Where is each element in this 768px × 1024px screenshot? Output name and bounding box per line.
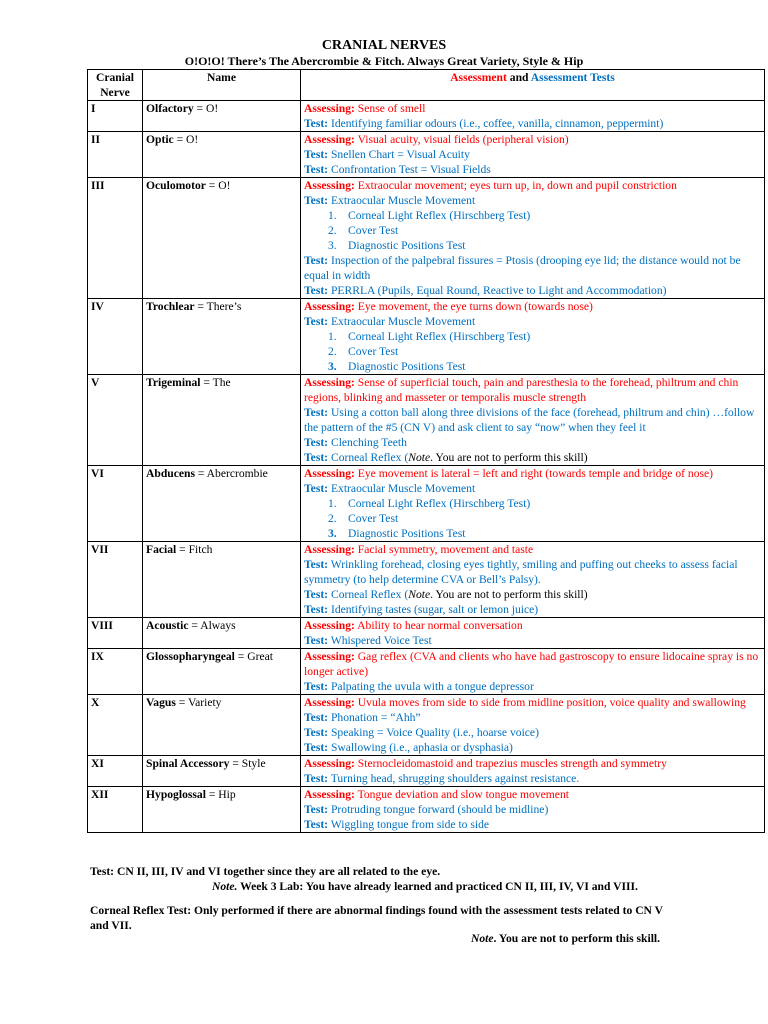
assessing-line <box>304 787 761 802</box>
assessment-cell <box>301 618 765 649</box>
assessing-label: Assessing: <box>304 650 355 663</box>
table-row <box>88 649 765 695</box>
test-label: Test: <box>304 558 329 571</box>
table-header-row <box>88 70 765 101</box>
test-list-item <box>304 208 761 223</box>
test-list-item <box>304 496 761 511</box>
assessing-text: Sense of superficial touch, pain and paresthesia to the forehead, philtrum and chin regions, blinking and masseter or temporalis muscle strength <box>304 376 739 404</box>
nerve-name-cell <box>143 649 301 695</box>
nerve-mnemonic: = Style <box>229 757 266 770</box>
assessment-cell <box>301 375 765 466</box>
assessment-cell <box>301 787 765 833</box>
nerve-name-cell <box>143 542 301 618</box>
test-line <box>304 435 761 450</box>
test-list-item <box>304 238 761 253</box>
test-label: Test: <box>304 482 329 495</box>
test-text: Wiggling tongue from side to side <box>328 818 490 831</box>
cranial-nerve-number: XI <box>88 756 143 787</box>
footer-week3-text: Week 3 Lab: You have already learned and practiced CN II, III, IV, VI and VIII. <box>237 880 638 893</box>
note-text: . You are not to perform this skill) <box>430 451 588 464</box>
test-line <box>304 710 761 725</box>
cranial-nerve-number: V <box>88 375 143 466</box>
test-text: Corneal Reflex ( <box>328 451 409 464</box>
test-label: Test: <box>304 818 329 831</box>
test-label: Test: <box>304 588 329 601</box>
assessment-cell <box>301 649 765 695</box>
assessing-line <box>304 618 761 633</box>
test-list-item <box>304 223 761 238</box>
header-name: Name <box>143 70 301 101</box>
test-line <box>304 147 761 162</box>
footer-eye-tests: Test: CN II, III, IV and VI together since they are all related to the eye. <box>90 865 441 878</box>
cranial-nerve-number: X <box>88 695 143 756</box>
nerve-mnemonic: = O! <box>205 179 231 192</box>
assessing-text: Gag reflex (CVA and clients who have had gastroscopy to ensure lidocaine spray is no longer active) <box>304 650 759 678</box>
test-text: Snellen Chart = Visual Acuity <box>328 148 470 161</box>
assessment-cell <box>301 178 765 299</box>
header-tests-label: Assessment Tests <box>530 71 615 84</box>
test-label: Test: <box>304 194 329 207</box>
test-text: Palpating the uvula with a tongue depressor <box>328 680 534 693</box>
test-text: Wrinkling forehead, closing eyes tightly, smiling and puffing out cheeks to assess facial symmetry (to help determine CVA or Bell’s Palsy). <box>304 558 738 586</box>
nerve-name-cell <box>143 299 301 375</box>
nerve-name: Trochlear <box>146 300 195 313</box>
nerve-mnemonic: = Variety <box>175 696 222 709</box>
test-line <box>304 450 761 465</box>
assessing-label: Assessing: <box>304 300 355 313</box>
assessing-label: Assessing: <box>304 757 355 770</box>
test-line <box>304 633 761 648</box>
test-line <box>304 679 761 694</box>
assessing-line <box>304 178 761 193</box>
assessing-line <box>304 101 761 116</box>
footer-corneal-reflex: Corneal Reflex Test: Only performed if there are abnormal findings found with the assessment tests related to CN V and VII. <box>90 904 663 932</box>
list-item-text: Diagnostic Positions Test <box>348 239 466 252</box>
table-row <box>88 178 765 299</box>
assessing-label: Assessing: <box>304 133 355 146</box>
header-assessment-label: Assessment <box>450 71 507 84</box>
test-label: Test: <box>304 436 329 449</box>
assessing-line <box>304 649 761 679</box>
assessing-line <box>304 756 761 771</box>
nerve-mnemonic: = Hip <box>205 788 236 801</box>
cranial-nerve-number: XII <box>88 787 143 833</box>
test-text: Whispered Voice Test <box>328 634 432 647</box>
test-text: Turning head, shrugging shoulders against resistance. <box>328 772 580 785</box>
test-text: Extraocular Muscle Movement <box>328 482 476 495</box>
test-label: Test: <box>304 711 329 724</box>
assessing-line <box>304 375 761 405</box>
assessment-cell <box>301 542 765 618</box>
nerve-name: Hypoglossal <box>146 788 206 801</box>
nerve-name: Vagus <box>146 696 176 709</box>
assessment-cell <box>301 132 765 178</box>
nerve-name: Glossopharyngeal <box>146 650 235 663</box>
test-label: Test: <box>304 117 329 130</box>
list-number: 3. <box>328 527 337 540</box>
test-label: Test: <box>304 148 329 161</box>
assessing-line <box>304 542 761 557</box>
table-row <box>88 132 765 178</box>
assessing-text: Sternocleidomastoid and trapezius muscles strength and symmetry <box>354 757 667 770</box>
test-text: PERRLA (Pupils, Equal Round, Reactive to Light and Accommodation) <box>328 284 667 297</box>
assessing-label: Assessing: <box>304 102 355 115</box>
list-number: 1. <box>328 209 337 222</box>
footer-week3-note <box>212 879 768 894</box>
test-text: Phonation = “Ahh” <box>328 711 421 724</box>
cranial-nerve-number: IV <box>88 299 143 375</box>
test-line <box>304 162 761 177</box>
test-list-item <box>304 511 761 526</box>
test-text: Speaking = Voice Quality (i.e., hoarse voice) <box>328 726 539 739</box>
assessment-cell <box>301 466 765 542</box>
list-number: 1. <box>328 330 337 343</box>
cranial-nerve-number: IX <box>88 649 143 695</box>
assessment-cell <box>301 101 765 132</box>
list-number: 2. <box>328 512 337 525</box>
test-text: Protruding tongue forward (should be midline) <box>328 803 549 816</box>
list-item-text: Cover Test <box>348 512 399 525</box>
assessing-line <box>304 299 761 314</box>
list-number: 2. <box>328 345 337 358</box>
test-text: Clenching Teeth <box>328 436 407 449</box>
test-text: Extraocular Muscle Movement <box>328 315 476 328</box>
nerve-name: Optic <box>146 133 174 146</box>
nerve-name-cell <box>143 756 301 787</box>
list-number: 2. <box>328 224 337 237</box>
cranial-nerve-number: III <box>88 178 143 299</box>
assessing-text: Ability to hear normal conversation <box>354 619 523 632</box>
test-label: Test: <box>304 603 329 616</box>
test-label: Test: <box>304 680 329 693</box>
nerve-mnemonic: = O! <box>193 102 219 115</box>
test-label: Test: <box>304 803 329 816</box>
test-label: Test: <box>304 772 329 785</box>
test-line <box>304 283 761 298</box>
test-label: Test: <box>304 254 329 267</box>
nerve-name-cell <box>143 375 301 466</box>
list-item-text: Cover Test <box>348 345 399 358</box>
test-text: Swallowing (i.e., aphasia or dysphasia) <box>328 741 513 754</box>
table-row <box>88 466 765 542</box>
nerve-name-cell <box>143 618 301 649</box>
nerve-name: Facial <box>146 543 177 556</box>
assessing-label: Assessing: <box>304 179 355 192</box>
nerve-name: Oculomotor <box>146 179 206 192</box>
mnemonic-subtitle: O!O!O! There’s The Abercrombie & Fitch. Always Great Variety, Style & Hip <box>184 54 584 68</box>
table-row <box>88 756 765 787</box>
test-label: Test: <box>304 406 329 419</box>
list-number: 3. <box>328 360 337 373</box>
nerve-name-cell <box>143 466 301 542</box>
footer-not-perform-text: . You are not to perform this skill. <box>493 932 661 945</box>
test-text: Inspection of the palpebral fissures = Ptosis (drooping eye lid; the distance would not be equal in width <box>304 254 741 282</box>
nerve-mnemonic: = Fitch <box>176 543 213 556</box>
nerve-mnemonic: = There’s <box>194 300 242 313</box>
table-row <box>88 375 765 466</box>
assessing-label: Assessing: <box>304 696 355 709</box>
nerve-name-cell <box>143 178 301 299</box>
test-text: Identifying familiar odours (i.e., coffee, vanilla, cinnamon, peppermint) <box>328 117 664 130</box>
test-list-item <box>304 359 761 374</box>
test-text: Corneal Reflex ( <box>328 588 409 601</box>
test-label: Test: <box>304 451 329 464</box>
assessment-cell <box>301 299 765 375</box>
list-item-text: Diagnostic Positions Test <box>348 360 466 373</box>
table-row <box>88 787 765 833</box>
list-item-text: Corneal Light Reflex (Hirschberg Test) <box>348 497 531 510</box>
test-list-item <box>304 344 761 359</box>
test-list-item <box>304 526 761 541</box>
test-text: Extraocular Muscle Movement <box>328 194 476 207</box>
assessing-text: Visual acuity, visual fields (peripheral vision) <box>354 133 569 146</box>
assessing-text: Extraocular movement; eyes turn up, in, down and pupil constriction <box>354 179 677 192</box>
assessing-line <box>304 466 761 481</box>
assessing-line <box>304 695 761 710</box>
test-line <box>304 116 761 131</box>
assessing-text: Facial symmetry, movement and taste <box>354 543 534 556</box>
assessing-text: Eye movement is lateral = left and right (towards temple and bridge of nose) <box>354 467 714 480</box>
test-line <box>304 193 761 208</box>
header-and: and <box>506 71 531 84</box>
table-row <box>88 542 765 618</box>
table-row <box>88 101 765 132</box>
table-row <box>88 695 765 756</box>
nerve-name-cell <box>143 132 301 178</box>
table-row <box>88 618 765 649</box>
nerve-mnemonic: = Always <box>188 619 236 632</box>
test-line <box>304 587 761 602</box>
test-label: Test: <box>304 284 329 297</box>
test-label: Test: <box>304 315 329 328</box>
cranial-nerve-number: VIII <box>88 618 143 649</box>
table-row <box>88 299 765 375</box>
assessing-text: Uvula moves from side to side from midline position, voice quality and swallowing <box>354 696 746 709</box>
test-text: Identifying tastes (sugar, salt or lemon juice) <box>328 603 539 616</box>
note-text: . You are not to perform this skill) <box>430 588 588 601</box>
footer-note-word: Note. <box>212 880 238 893</box>
test-line <box>304 481 761 496</box>
test-text: Using a cotton ball along three divisions of the face (forehead, philtrum and chin) …follow the pattern of the #5 (CN V) and ask client to say “now” when they feel it <box>304 406 755 434</box>
assessing-line <box>304 132 761 147</box>
header-cranial-nerve: Cranial Nerve <box>88 70 143 101</box>
list-number: 1. <box>328 497 337 510</box>
nerve-mnemonic: = Great <box>234 650 273 663</box>
nerve-name-cell <box>143 787 301 833</box>
nerve-mnemonic: = The <box>200 376 231 389</box>
table-body <box>88 101 765 833</box>
test-label: Test: <box>304 634 329 647</box>
test-label: Test: <box>304 726 329 739</box>
assessing-text: Tongue deviation and slow tongue movement <box>354 788 569 801</box>
test-text: Confrontation Test = Visual Fields <box>328 163 491 176</box>
footer-note-word-2: Note <box>471 932 494 945</box>
test-line <box>304 740 761 755</box>
test-line <box>304 725 761 740</box>
test-label: Test: <box>304 741 329 754</box>
nerve-name: Trigeminal <box>146 376 201 389</box>
test-line <box>304 314 761 329</box>
cranial-nerve-number: II <box>88 132 143 178</box>
cranial-nerves-table <box>87 69 765 833</box>
page-title: CRANIAL NERVES <box>321 38 447 53</box>
list-item-text: Corneal Light Reflex (Hirschberg Test) <box>348 209 531 222</box>
list-item-text: Corneal Light Reflex (Hirschberg Test) <box>348 330 531 343</box>
list-number: 3. <box>328 239 337 252</box>
nerve-mnemonic: = Abercrombie <box>194 467 268 480</box>
test-line <box>304 405 761 435</box>
list-item-text: Cover Test <box>348 224 399 237</box>
assessing-label: Assessing: <box>304 467 355 480</box>
assessment-cell <box>301 695 765 756</box>
note-word: Note <box>408 451 431 464</box>
nerve-name: Spinal Accessory <box>146 757 230 770</box>
test-line <box>304 817 761 832</box>
nerve-name: Abducens <box>146 467 195 480</box>
assessing-label: Assessing: <box>304 543 355 556</box>
test-line <box>304 802 761 817</box>
test-list-item <box>304 329 761 344</box>
test-line <box>304 602 761 617</box>
nerve-name: Acoustic <box>146 619 189 632</box>
note-word: Note <box>408 588 431 601</box>
assessing-label: Assessing: <box>304 619 355 632</box>
assessing-text: Sense of smell <box>354 102 426 115</box>
nerve-name: Olfactory <box>146 102 194 115</box>
test-line <box>304 557 761 587</box>
test-line <box>304 253 761 283</box>
cranial-nerve-number: VI <box>88 466 143 542</box>
nerve-name-cell <box>143 101 301 132</box>
assessment-cell <box>301 756 765 787</box>
test-line <box>304 771 761 786</box>
test-label: Test: <box>304 163 329 176</box>
footer-not-perform <box>471 931 768 946</box>
nerve-mnemonic: = O! <box>173 133 199 146</box>
cranial-nerve-number: I <box>88 101 143 132</box>
list-item-text: Diagnostic Positions Test <box>348 527 466 540</box>
assessing-label: Assessing: <box>304 788 355 801</box>
assessing-label: Assessing: <box>304 376 355 389</box>
assessing-text: Eye movement, the eye turns down (towards nose) <box>354 300 593 313</box>
cranial-nerve-number: VII <box>88 542 143 618</box>
header-assessment <box>301 70 765 101</box>
nerve-name-cell <box>143 695 301 756</box>
